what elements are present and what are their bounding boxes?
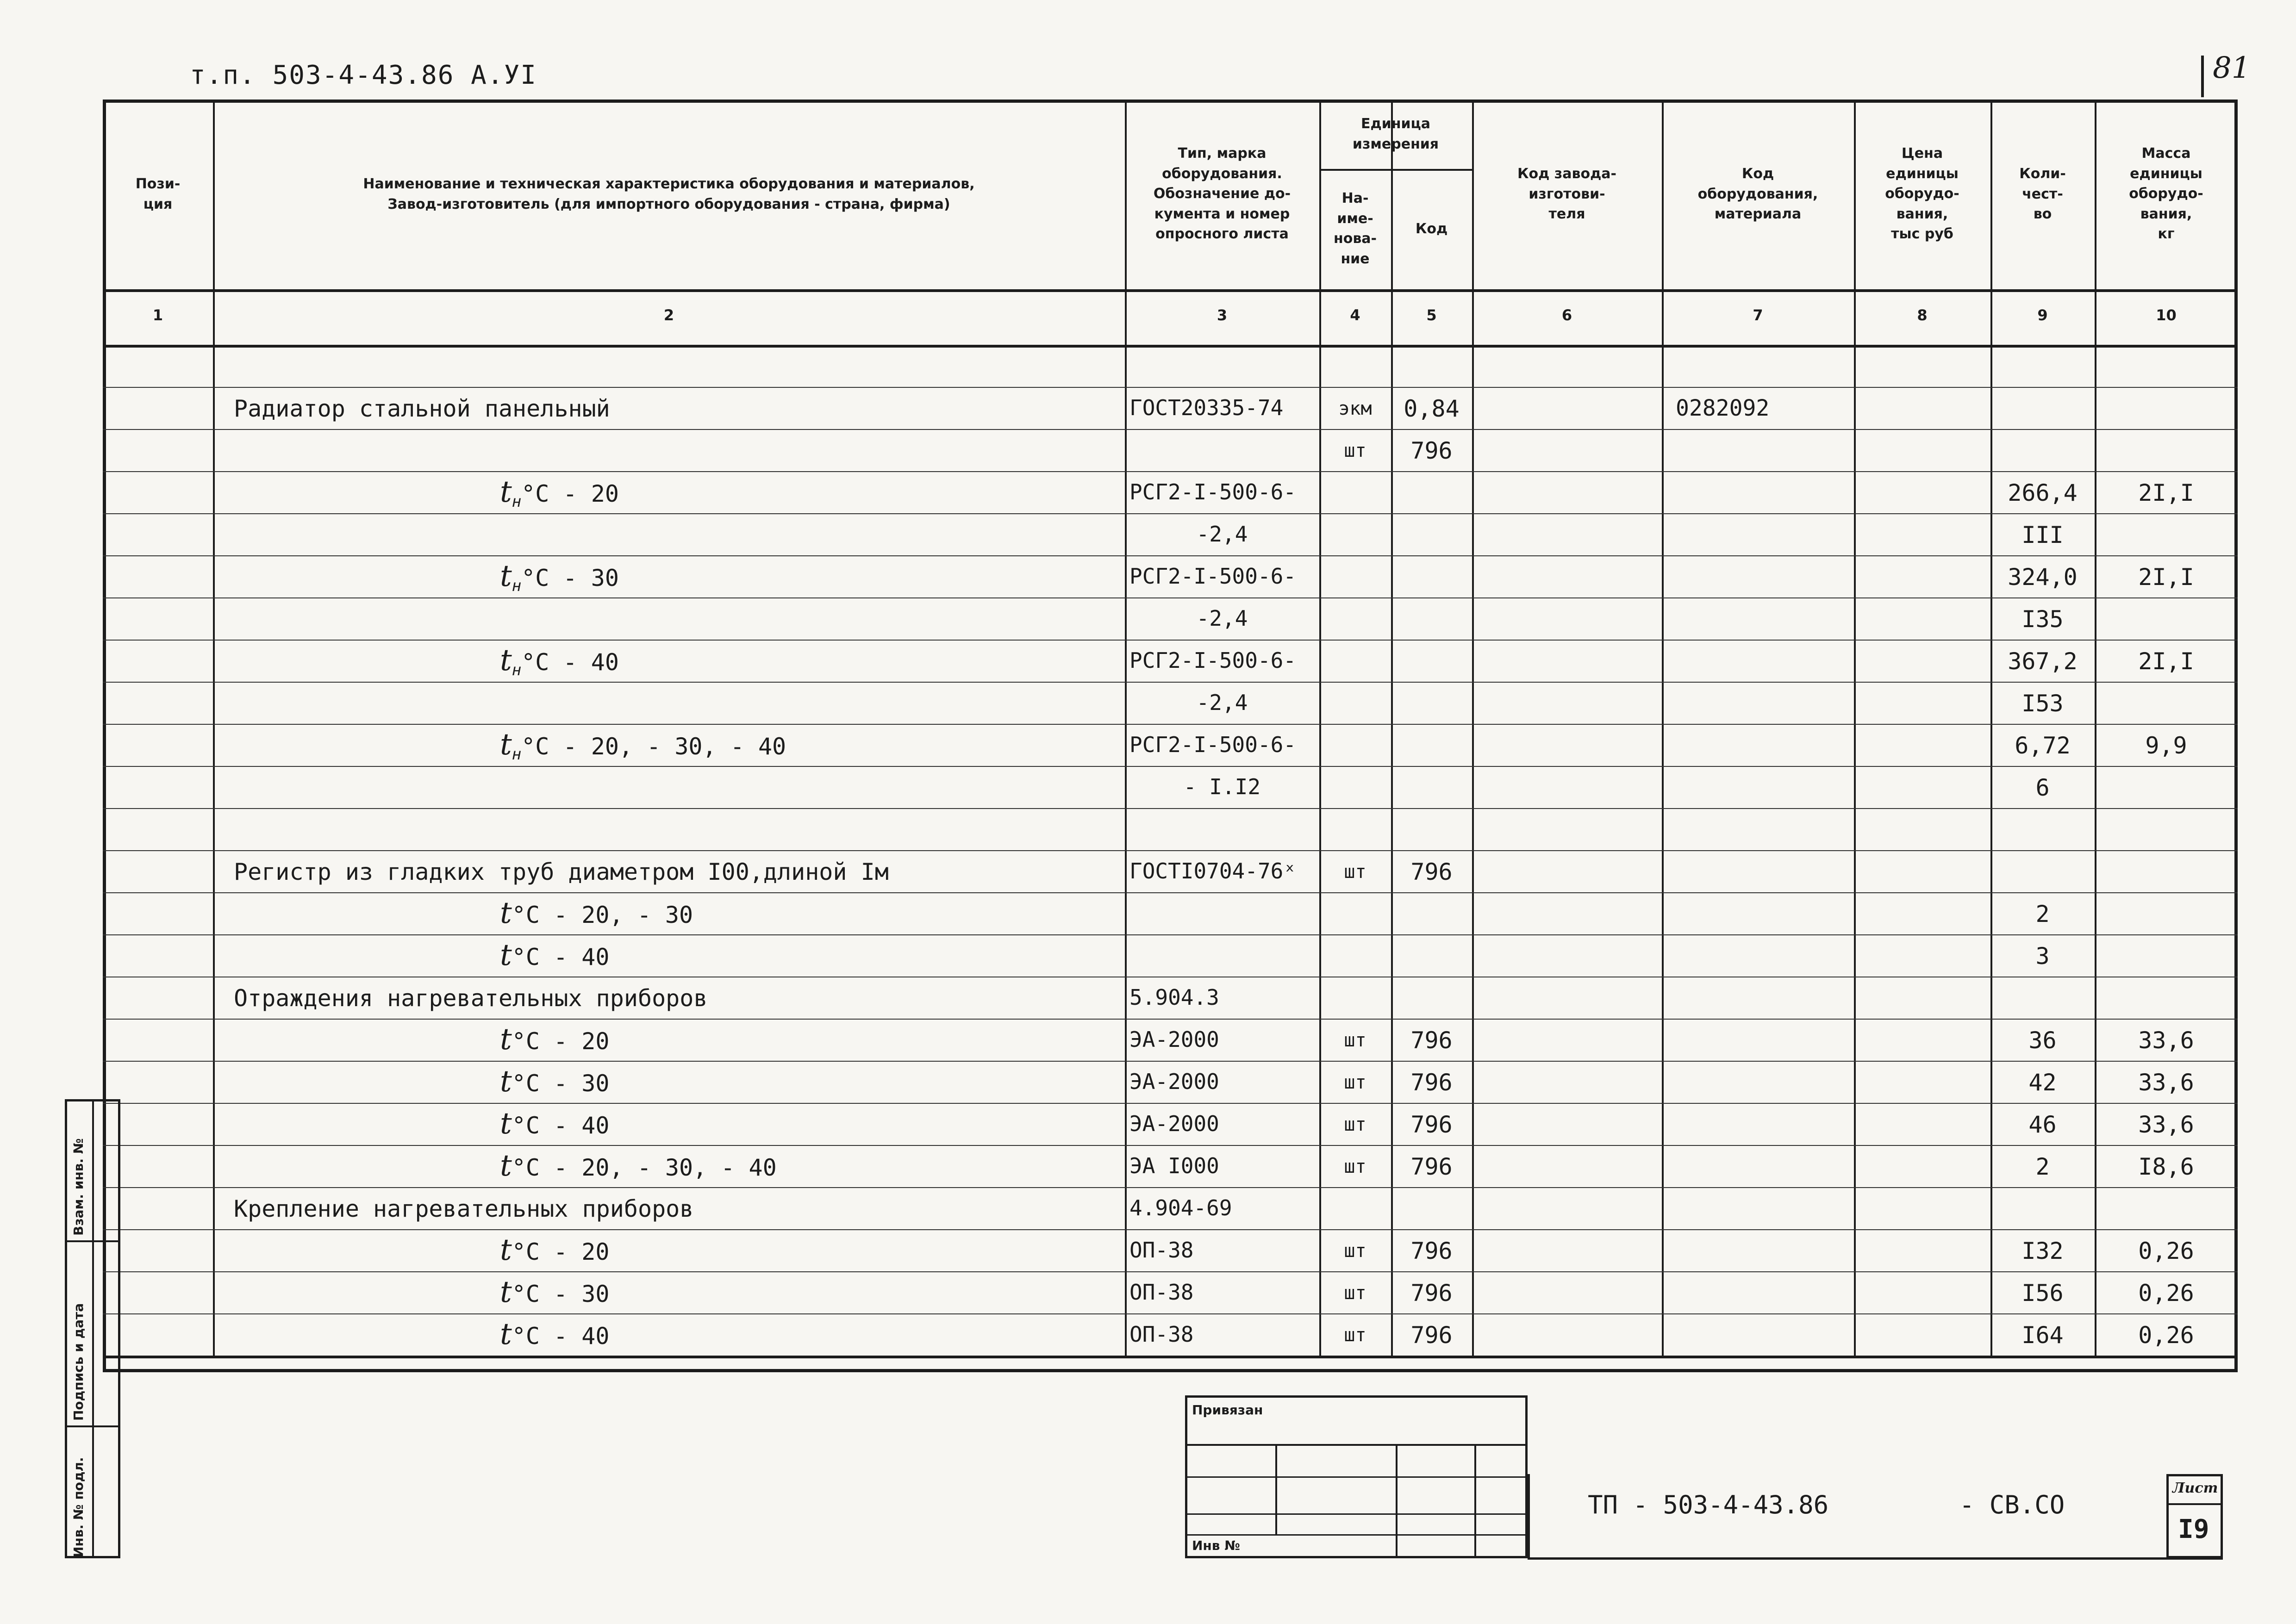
column-divider bbox=[213, 100, 215, 1356]
column-number: 1 bbox=[152, 306, 163, 324]
document-reference: т.п. 503-4-43.86 А.УI bbox=[190, 60, 537, 90]
item-type: -2,4 bbox=[1196, 606, 1248, 631]
item-mass: 0,26 bbox=[2138, 1280, 2194, 1307]
sheet-box bbox=[2166, 1474, 2223, 1558]
temperature-value: °С - 20, - 30 bbox=[512, 902, 693, 928]
temperature-value: °С - 40 bbox=[521, 649, 619, 676]
item-mass: 33,6 bbox=[2138, 1111, 2194, 1138]
header-position: Пози- ция bbox=[135, 176, 181, 212]
item-unit: шт bbox=[1344, 1030, 1366, 1051]
item-type: - I.I2 bbox=[1183, 774, 1261, 799]
column-divider bbox=[1472, 100, 1474, 1356]
temperature-label bbox=[500, 1233, 609, 1267]
item-type: -2,4 bbox=[1196, 690, 1248, 715]
item-equipment-code: 0282092 bbox=[1676, 395, 1770, 421]
item-quantity: I35 bbox=[2021, 606, 2064, 633]
row-divider bbox=[103, 892, 2238, 893]
document-code bbox=[1588, 1490, 2065, 1519]
sheet-number: I9 bbox=[2178, 1514, 2209, 1544]
temperature-symbol: t bbox=[500, 643, 512, 678]
item-type: ОП-38 bbox=[1129, 1280, 1194, 1305]
item-mass: 0,26 bbox=[2138, 1238, 2194, 1264]
item-type: РСГ2-I-500-6- bbox=[1129, 564, 1297, 589]
item-quantity: 367,2 bbox=[2008, 648, 2078, 675]
item-unit-code: 796 bbox=[1410, 1111, 1453, 1138]
item-name: Регистр из гладких труб диаметром I00,длиной Iм bbox=[234, 859, 889, 885]
temperature-label bbox=[500, 1275, 609, 1309]
stamp-divider bbox=[1396, 1444, 1398, 1558]
item-mass: 33,6 bbox=[2138, 1069, 2194, 1096]
row-divider bbox=[103, 850, 2238, 851]
item-unit: шт bbox=[1344, 1156, 1366, 1177]
row-divider bbox=[103, 1271, 2238, 1272]
item-unit-code: 796 bbox=[1410, 1280, 1453, 1307]
temperature-value: °С - 20, - 30, - 40 bbox=[512, 1154, 777, 1181]
item-unit: шт bbox=[1344, 1325, 1366, 1346]
row-divider bbox=[103, 1145, 2238, 1146]
item-mass: 9,9 bbox=[2145, 732, 2187, 759]
item-quantity: 6,72 bbox=[2015, 732, 2071, 759]
item-type: ЭА-2000 bbox=[1129, 1111, 1219, 1136]
temperature-value: °С - 40 bbox=[512, 1323, 610, 1350]
column-divider bbox=[1125, 100, 1127, 1356]
item-unit: шт bbox=[1344, 440, 1366, 461]
item-name: Отраждения нагревательных приборов bbox=[234, 985, 708, 1012]
item-unit-code: 796 bbox=[1410, 1027, 1453, 1054]
temperature-label bbox=[500, 559, 619, 595]
row-divider bbox=[103, 1103, 2238, 1104]
column-number: 8 bbox=[1917, 306, 1928, 324]
item-unit: шт bbox=[1344, 1240, 1366, 1262]
page-number-divider bbox=[2201, 56, 2204, 97]
temperature-value: °С - 40 bbox=[512, 944, 610, 971]
item-unit-code: 796 bbox=[1410, 1238, 1453, 1264]
temperature-symbol: t bbox=[500, 728, 512, 762]
temperature-value: °С - 20, - 30, - 40 bbox=[521, 733, 786, 760]
item-quantity: 2 bbox=[2035, 1153, 2050, 1180]
replace-inv-label: Взам. инв. № bbox=[71, 1138, 86, 1236]
item-quantity: I53 bbox=[2021, 690, 2064, 717]
item-type: 4.904-69 bbox=[1129, 1195, 1232, 1220]
item-quantity: 46 bbox=[2028, 1111, 2057, 1138]
item-mass: 2I,I bbox=[2138, 564, 2194, 591]
column-number: 6 bbox=[1561, 306, 1572, 324]
header-unit-code: Код bbox=[1415, 221, 1448, 237]
row-divider bbox=[103, 682, 2238, 683]
item-unit: шт bbox=[1344, 1072, 1366, 1093]
temperature-label bbox=[500, 1064, 609, 1099]
row-divider bbox=[103, 429, 2238, 430]
item-quantity: I32 bbox=[2021, 1238, 2064, 1264]
side-divider bbox=[92, 1101, 94, 1556]
column-divider bbox=[1854, 100, 1856, 1356]
temperature-subscript: н bbox=[512, 661, 522, 679]
doc-code-suffix: - СВ.СО bbox=[1959, 1490, 2065, 1519]
row-divider bbox=[103, 1313, 2238, 1314]
side-stamp-strip bbox=[65, 1099, 120, 1558]
row-divider bbox=[103, 555, 2238, 556]
item-unit: экм bbox=[1338, 398, 1372, 419]
item-mass: 2I,I bbox=[2138, 479, 2194, 506]
item-name: Крепление нагревательных приборов bbox=[234, 1195, 694, 1222]
header-name: Наименование и техническая характеристика оборудования и материалов, Завод-изготовитель (для импортного оборудования - страна, фирма) bbox=[363, 176, 975, 212]
row-divider bbox=[103, 471, 2238, 472]
title-block-divider bbox=[1528, 1474, 1530, 1560]
temperature-subscript: н bbox=[512, 492, 522, 511]
temperature-value: °С - 40 bbox=[512, 1112, 610, 1139]
inv-label: Инв № bbox=[1192, 1538, 1240, 1553]
temperature-symbol: t bbox=[500, 1064, 512, 1099]
row-divider bbox=[103, 724, 2238, 725]
column-divider bbox=[1662, 100, 1664, 1356]
row-divider bbox=[103, 1019, 2238, 1020]
item-mass: 33,6 bbox=[2138, 1027, 2194, 1054]
table-bottom-line bbox=[103, 1356, 2238, 1358]
column-number: 4 bbox=[1350, 306, 1360, 324]
item-type: 5.904.3 bbox=[1129, 985, 1219, 1010]
item-unit-code: 796 bbox=[1410, 437, 1453, 464]
column-number: 5 bbox=[1426, 306, 1437, 324]
header-unit: Единица измерения bbox=[1352, 116, 1439, 152]
temperature-value: °С - 30 bbox=[521, 565, 619, 591]
item-mass: 0,26 bbox=[2138, 1322, 2194, 1349]
item-quantity: I56 bbox=[2021, 1280, 2064, 1307]
item-unit: шт bbox=[1344, 1282, 1366, 1304]
item-mass: 2I,I bbox=[2138, 648, 2194, 675]
item-unit: шт bbox=[1344, 1114, 1366, 1135]
inv-original-label: Инв. № подл. bbox=[71, 1457, 86, 1557]
row-divider bbox=[103, 597, 2238, 598]
item-quantity: 42 bbox=[2028, 1069, 2057, 1096]
header-type: Тип, марка оборудования. Обозначение до- кумента и номер опросного листа bbox=[1153, 145, 1291, 242]
header-bottom-line bbox=[103, 289, 2238, 292]
column-number: 7 bbox=[1753, 306, 1763, 324]
temperature-value: °С - 30 bbox=[512, 1281, 610, 1307]
column-number: 9 bbox=[2037, 306, 2048, 324]
column-number: 3 bbox=[1217, 306, 1228, 324]
temperature-symbol: t bbox=[500, 1233, 512, 1267]
item-quantity: III bbox=[2021, 522, 2064, 548]
temperature-subscript: н bbox=[512, 745, 522, 764]
temperature-symbol: t bbox=[500, 1107, 512, 1141]
temperature-symbol: t bbox=[500, 896, 512, 930]
item-unit-code: 796 bbox=[1410, 1069, 1453, 1096]
temperature-symbol: t bbox=[500, 475, 512, 509]
temperature-symbol: t bbox=[500, 1275, 512, 1309]
item-unit-code: 0,84 bbox=[1404, 395, 1460, 422]
temperature-label bbox=[500, 896, 693, 930]
item-unit: шт bbox=[1344, 861, 1366, 883]
header-quantity: Коли- чест- во bbox=[2019, 166, 2066, 222]
row-divider bbox=[103, 387, 2238, 388]
item-quantity: 2 bbox=[2035, 901, 2050, 927]
stamp-divider bbox=[1275, 1444, 1277, 1534]
temperature-value: °С - 30 bbox=[512, 1070, 610, 1097]
item-quantity: 3 bbox=[2035, 943, 2050, 970]
item-mass: I8,6 bbox=[2138, 1153, 2194, 1180]
bound-label: Привязан bbox=[1192, 1402, 1263, 1418]
item-type: ЭА I000 bbox=[1129, 1153, 1219, 1178]
temperature-value: °С - 20 bbox=[521, 480, 619, 507]
row-divider bbox=[103, 1229, 2238, 1230]
temperature-symbol: t bbox=[500, 1022, 512, 1057]
item-type: -2,4 bbox=[1196, 522, 1248, 547]
sheet-divider bbox=[2169, 1503, 2221, 1505]
unit-header-divider bbox=[1319, 169, 1472, 171]
column-number: 2 bbox=[663, 306, 674, 324]
column-number: 10 bbox=[2156, 306, 2177, 324]
item-quantity: I64 bbox=[2021, 1322, 2064, 1349]
number-row-bottom-line bbox=[103, 345, 2238, 348]
item-type: ГОСТ20335-74 bbox=[1129, 395, 1284, 420]
item-type: РСГ2-I-500-6- bbox=[1129, 732, 1297, 757]
temperature-label bbox=[500, 1107, 609, 1141]
header-equipment-code: Код оборудования, материала bbox=[1697, 166, 1818, 222]
item-type: ОП-38 bbox=[1129, 1238, 1194, 1263]
stamp-divider bbox=[1474, 1444, 1476, 1558]
temperature-label bbox=[500, 728, 786, 764]
row-divider bbox=[103, 1061, 2238, 1062]
temperature-label bbox=[500, 1149, 777, 1183]
sheet-label: Лист bbox=[2172, 1480, 2218, 1496]
header-mass: Масса единицы оборудо- вания, кг bbox=[2129, 145, 2203, 242]
temperature-value: °С - 20 bbox=[512, 1028, 610, 1055]
item-unit-code: 796 bbox=[1410, 859, 1453, 885]
temperature-label bbox=[500, 643, 619, 679]
item-unit-code: 796 bbox=[1410, 1153, 1453, 1180]
temperature-label bbox=[500, 1022, 609, 1057]
item-type: ГОСТI0704-76ˣ bbox=[1129, 859, 1297, 884]
item-quantity: 266,4 bbox=[2008, 479, 2078, 506]
row-divider bbox=[103, 1187, 2238, 1188]
temperature-subscript: н bbox=[512, 577, 522, 595]
item-type: ОП-38 bbox=[1129, 1322, 1194, 1347]
item-type: ЭА-2000 bbox=[1129, 1069, 1219, 1094]
row-divider bbox=[103, 640, 2238, 641]
header-unit-name: На- име- нова- ние bbox=[1333, 190, 1377, 267]
item-quantity: 324,0 bbox=[2008, 564, 2078, 591]
temperature-symbol: t bbox=[500, 938, 512, 972]
temperature-value: °С - 20 bbox=[512, 1238, 610, 1265]
item-quantity: 6 bbox=[2035, 774, 2050, 801]
row-divider bbox=[103, 934, 2238, 935]
item-unit-code: 796 bbox=[1410, 1322, 1453, 1349]
row-divider bbox=[103, 766, 2238, 767]
title-block-baseline bbox=[1528, 1557, 2223, 1560]
temperature-label bbox=[500, 475, 619, 511]
item-quantity: 36 bbox=[2028, 1027, 2057, 1054]
temperature-symbol: t bbox=[500, 1149, 512, 1183]
header-price: Цена единицы оборудо- вания, тыс руб bbox=[1885, 145, 1959, 242]
row-divider bbox=[103, 808, 2238, 809]
temperature-symbol: t bbox=[500, 559, 512, 593]
row-divider bbox=[103, 513, 2238, 514]
binding-stamp bbox=[1185, 1395, 1528, 1558]
sign-date-label: Подпись и дата bbox=[71, 1303, 86, 1421]
item-type: ЭА-2000 bbox=[1129, 1027, 1219, 1052]
temperature-label bbox=[500, 1317, 609, 1351]
item-name: Радиатор стальной панельный bbox=[234, 395, 610, 422]
item-type: РСГ2-I-500-6- bbox=[1129, 648, 1297, 673]
item-type: РСГ2-I-500-6- bbox=[1129, 479, 1297, 504]
doc-code-main: ТП - 503-4-43.86 bbox=[1588, 1490, 1829, 1519]
temperature-symbol: t bbox=[500, 1317, 512, 1351]
page-number: 81 bbox=[2213, 51, 2251, 85]
temperature-label bbox=[500, 938, 609, 972]
header-plant-code: Код завода- изготови- теля bbox=[1517, 166, 1616, 222]
